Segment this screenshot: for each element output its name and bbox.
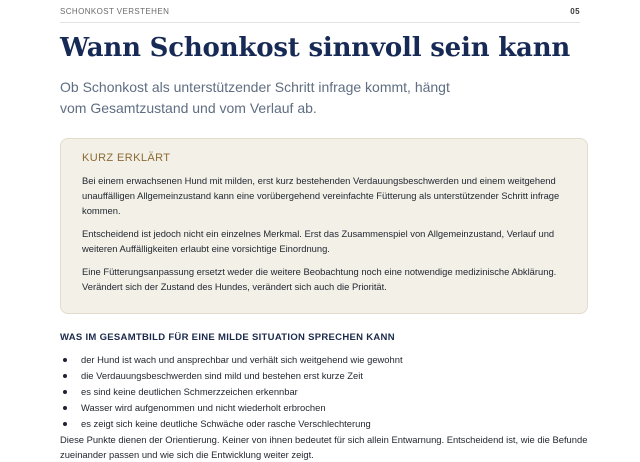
list-item-text: Wasser wird aufgenommen und nicht wiederholt erbrochen	[81, 402, 326, 413]
list-item-text: es sind keine deutlichen Schmerzzeichen erkennbar	[81, 386, 298, 397]
list-item	[60, 384, 403, 400]
bullet-icon	[63, 406, 67, 410]
list-item-text: der Hund ist wach und ansprechbar und verhält sich weitgehend wie gewohnt	[81, 354, 403, 365]
list-item-text: es zeigt sich keine deutliche Schwäche oder rasche Verschlechterung	[81, 418, 371, 429]
summary-box	[60, 138, 588, 314]
page-number: 05	[570, 6, 580, 16]
bullet-icon	[63, 390, 67, 394]
section-label: SCHONKOST VERSTEHEN	[60, 6, 170, 16]
summary-box-heading: KURZ ERKLÄRT	[82, 152, 171, 164]
summary-paragraph: Eine Fütterungsanpassung ersetzt weder die weitere Beobachtung noch eine notwendige medizinische Abklärung. Verändert sich der Zustand des Hundes, verändert sich auch die Priorität.	[82, 266, 557, 292]
checklist	[60, 352, 403, 432]
list-item	[60, 400, 403, 416]
list-item-text: die Verdauungsbeschwerden sind mild und bestehen erst kurze Zeit	[81, 370, 363, 381]
checklist-closing-note: Diese Punkte dienen der Orientierung. Keiner von ihnen bedeutet für sich allein Entwarnung. Entscheidend ist, wie die Befunde zueinander passen und wie sich die Entwicklung weiter zeigt.	[60, 434, 588, 460]
bullet-icon	[63, 358, 67, 362]
page-subtitle: Ob Schonkost als unterstützender Schritt infrage kommt, hängt vom Gesamtzustand und vom Verlauf ab.	[60, 79, 450, 116]
page-header	[60, 0, 580, 23]
list-item	[60, 368, 403, 384]
summary-paragraph: Entscheidend ist jedoch nicht ein einzelnes Merkmal. Erst das Zusammenspiel von Allgemeinzustand, Verlauf und weiteren Auffälligkeiten erlaubt eine vorsichtige Einordnung.	[82, 228, 555, 254]
summary-paragraph: Bei einem erwachsenen Hund mit milden, erst kurz bestehenden Verdauungsbeschwerden und einem weitgehend unauffälligen Allgemeinzustand kann eine vorübergehend vereinfachte Fütterung als unterstützender Schritt infrage kommen.	[82, 175, 560, 216]
checklist-heading: WAS IM GESAMTBILD FÜR EINE MILDE SITUATION SPRECHEN KANN	[60, 332, 395, 343]
bullet-icon	[63, 374, 67, 378]
bullet-icon	[63, 422, 67, 426]
page-title: Wann Schonkost sinnvoll sein kann	[60, 33, 571, 63]
list-item	[60, 416, 403, 432]
list-item	[60, 352, 403, 368]
